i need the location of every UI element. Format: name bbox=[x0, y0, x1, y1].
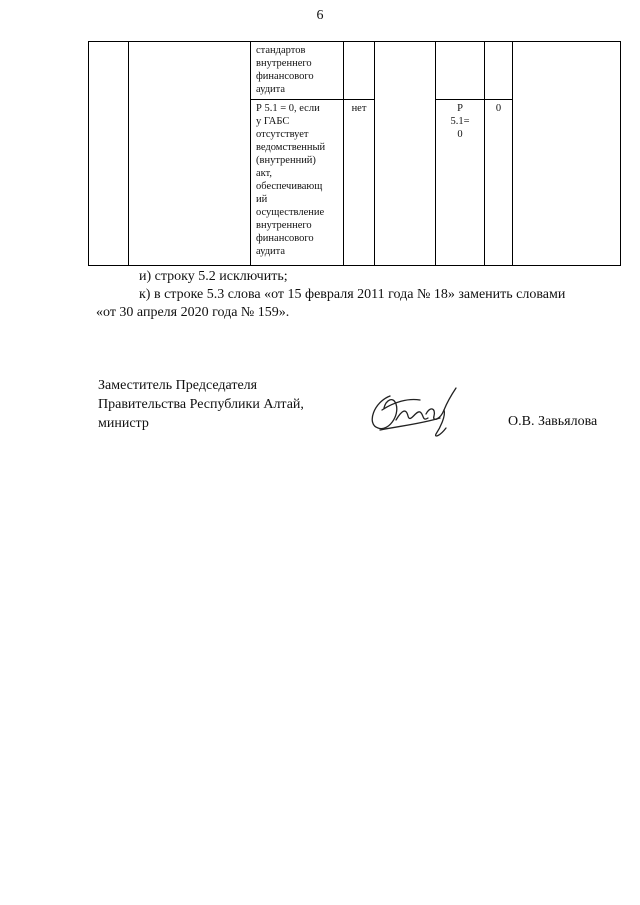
signatory-title-line: Заместитель Председателя bbox=[98, 378, 258, 393]
score-value: 0 bbox=[495, 103, 502, 114]
amendment-item-k-line1: к) в строке 5.3 слова «от 15 февраля 2011 года № 18» заменить словами bbox=[139, 287, 566, 302]
signatory-title-line: Правительства Республики Алтай, bbox=[98, 397, 304, 412]
table-row bbox=[89, 42, 621, 100]
table-cell-answer bbox=[344, 42, 375, 100]
table-cell-remarks bbox=[513, 42, 621, 266]
table-cell-number bbox=[89, 42, 129, 266]
page-number: 6 bbox=[316, 8, 324, 23]
formula-value: Р 5.1= 0 bbox=[450, 103, 470, 140]
criterion-text: стандартов внутреннего финансового аудита bbox=[256, 45, 314, 95]
table-cell-indicator bbox=[129, 42, 251, 266]
signatory-name: О.В. Завьялова bbox=[508, 414, 598, 429]
signatory-title-line: министр bbox=[98, 416, 149, 431]
table-cell-criterion bbox=[251, 42, 344, 100]
amendment-item-k-line2: «от 30 апреля 2020 года № 159». bbox=[96, 305, 290, 320]
criterion-text: Р 5.1 = 0, если у ГАБС отсутствует ведомственный (внутренний) акт, обеспечивающ ий осуществление внутреннего финансового аудита bbox=[256, 103, 326, 257]
amendment-item-i: и) строку 5.2 исключить; bbox=[139, 269, 288, 284]
table-cell-score bbox=[485, 42, 513, 100]
table-cell-formula bbox=[436, 42, 485, 100]
answer-value: нет bbox=[351, 103, 367, 114]
table-cell-blank bbox=[375, 42, 436, 266]
handwritten-signature bbox=[360, 380, 470, 440]
signatory-title bbox=[98, 376, 304, 433]
table-cell-formula bbox=[436, 100, 485, 266]
table-cell-criterion bbox=[251, 100, 344, 266]
table-cell-answer bbox=[344, 100, 375, 266]
criteria-table bbox=[88, 41, 621, 266]
table-cell-score bbox=[485, 100, 513, 266]
